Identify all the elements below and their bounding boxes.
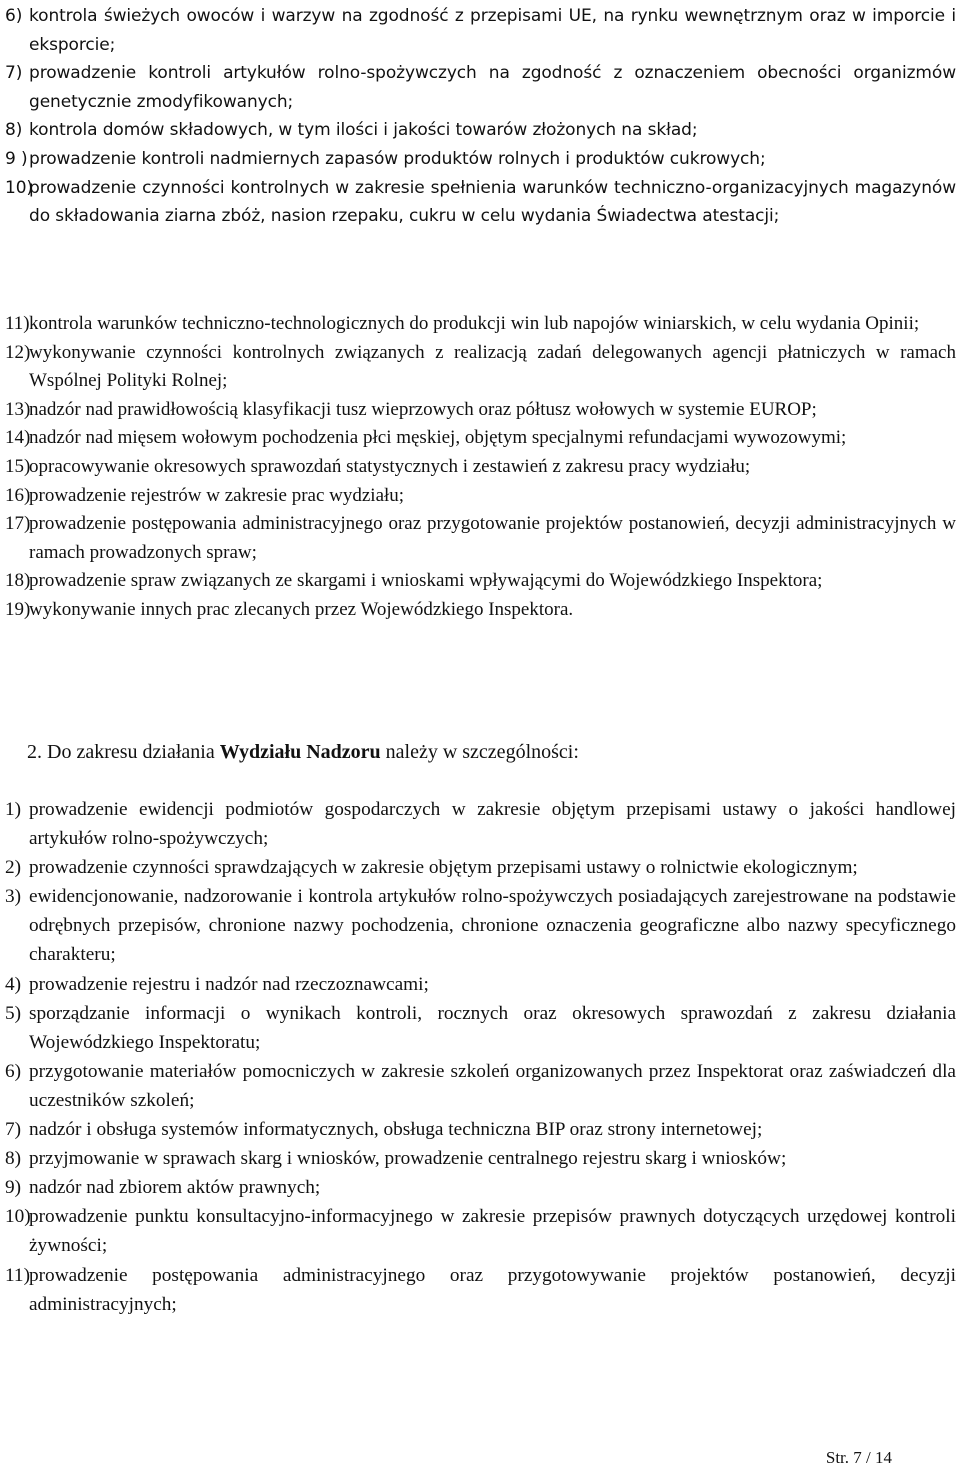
section2-heading-bold: Wydziału Nadzoru: [219, 741, 381, 763]
item-text: prowadzenie czynności kontrolnych w zakresie spełnienia warunków techniczno-organizacyjnych magazynów do składowania ziarna zbóż, nasion rzepaku, cukru w celu wydania Świadectwa atestacji;: [29, 177, 956, 227]
item-number: 8): [5, 1148, 22, 1170]
item-number: 7): [5, 63, 23, 84]
list-item: [5, 596, 956, 625]
item-text: prowadzenie rejestru i nadzór nad rzeczoznawcami;: [29, 973, 429, 995]
section2-list: [5, 795, 956, 1319]
item-number: 11): [5, 313, 30, 334]
item-number: 18): [5, 570, 31, 592]
page-number: Str. 7 / 14: [825, 1448, 892, 1467]
item-number: 2): [5, 857, 22, 879]
item-text: kontrola warunków techniczno-technologicznych do produkcji win lub napojów winiarskich, w celu wydania Opinii;: [29, 313, 920, 334]
item-number: 9): [5, 1177, 22, 1199]
item-number: 13): [5, 398, 31, 420]
item-number: 12): [5, 341, 31, 363]
item-text: nadzór nad prawidłowością klasyfikacji tusz wieprzowych oraz półtusz wołowych w systemie EUROP;: [29, 398, 817, 420]
item-number: 6): [5, 1060, 22, 1082]
item-number: 14): [5, 427, 31, 449]
list-item: [5, 1144, 956, 1173]
item-text: prowadzenie czynności sprawdzających w zakresie objętym przepisami ustawy o rolnictwie ekologicznym;: [29, 857, 858, 879]
item-text: opracowywanie okresowych sprawozdań statystycznych i zestawień z zakresu pracy wydziału;: [29, 455, 751, 477]
section1-list-top: [5, 2, 956, 231]
item-number: 17): [5, 513, 31, 535]
section1-list-continued: [5, 310, 956, 625]
item-text: prowadzenie punktu konsultacyjno-informacyjnego w zakresie przepisów prawnych dotyczących urzędowej kontroli żywności;: [29, 1206, 956, 1257]
list-item: [5, 424, 956, 453]
item-number: 3): [5, 886, 22, 908]
item-number: 7): [5, 1119, 22, 1141]
item-number: 10): [5, 1206, 31, 1228]
item-number: 8): [5, 120, 23, 141]
item-text: nadzór nad zbiorem aktów prawnych;: [29, 1177, 321, 1199]
item-text: prowadzenie postępowania administracyjnego oraz przygotowywanie projektów postanowień, decyzji administracyjnych;: [29, 1264, 956, 1315]
item-number: 6): [5, 6, 23, 26]
list-item: [5, 970, 956, 999]
list-item: [5, 1173, 956, 1202]
list-item: [5, 145, 956, 174]
list-item: [5, 59, 956, 116]
item-number: 16): [5, 484, 31, 506]
item-text: prowadzenie postępowania administracyjnego oraz przygotowanie projektów postanowień, decyzji administracyjnych w ramach prowadzonych spraw;: [29, 513, 956, 563]
item-number: 4): [5, 973, 22, 995]
list-item: [5, 2, 956, 59]
list-item: [5, 999, 956, 1057]
list-item: [5, 1202, 956, 1260]
list-item: [5, 882, 956, 969]
item-text: prowadzenie kontroli nadmiernych zapasów produktów rolnych i produktów cukrowych;: [29, 148, 766, 169]
item-text: prowadzenie ewidencji podmiotów gospodarczych w zakresie objętym przepisami ustawy o jakości handlowej artykułów rolno-spożywczych;: [29, 799, 956, 850]
list-item: [5, 853, 956, 882]
item-number: 10): [5, 177, 33, 198]
list-item: [5, 339, 956, 396]
list-item: [5, 1261, 956, 1319]
list-item: [5, 396, 956, 425]
item-number: 5): [5, 1002, 22, 1024]
list-item: [5, 453, 956, 482]
list-item: [5, 1115, 956, 1144]
item-text: kontrola domów składowych, w tym ilości i jakości towarów złożonych na skład;: [29, 120, 698, 141]
item-text: sporządzanie informacji o wynikach kontroli, rocznych oraz okresowych sprawozdań z zakresu działania Wojewódzkiego Inspektoratu;: [29, 1002, 956, 1053]
list-item: [5, 482, 956, 511]
item-number: 15): [5, 455, 31, 477]
item-text: przygotowanie materiałów pomocniczych w zakresie szkoleń organizowanych przez Inspektorat oraz zaświadczeń dla uczestników szkoleń;: [29, 1060, 956, 1111]
list-item: [5, 174, 956, 231]
item-text: przyjmowanie w sprawach skarg i wniosków, prowadzenie centralnego rejestru skarg i wniosków;: [29, 1148, 787, 1170]
item-text: wykonywanie czynności kontrolnych związanych z realizacją zadań delegowanych agencji płatniczych w ramach Wspólnej Polityki Rolnej;: [29, 341, 956, 392]
item-text: wykonywanie innych prac zlecanych przez Wojewódzkiego Inspektora.: [29, 598, 574, 620]
list-item: [5, 567, 956, 596]
section2-heading-prefix: 2. Do zakresu działania: [27, 741, 220, 763]
list-item: [5, 310, 956, 339]
item-text: nadzór nad mięsem wołowym pochodzenia płci męskiej, objętym specjalnymi refundacjami wywozowymi;: [29, 427, 847, 449]
list-item: [5, 795, 956, 853]
section2-heading-suffix: należy w szczególności:: [380, 741, 579, 763]
item-number: 19): [5, 598, 31, 620]
list-item: [5, 510, 956, 567]
item-text: prowadzenie kontroli artykułów rolno-spożywczych na zgodność z oznaczeniem obecności organizmów genetycznie zmodyfikowanych;: [29, 63, 956, 112]
section2-heading: [27, 738, 579, 766]
item-number: 1): [5, 799, 22, 820]
item-text: kontrola świeżych owoców i warzyw na zgodność z przepisami UE, na rynku wewnętrznym oraz w imporcie i eksporcie;: [29, 6, 956, 55]
list-item: [5, 116, 956, 145]
item-number: 11): [5, 1264, 30, 1286]
item-text: prowadzenie spraw związanych ze skargami i wnioskami wpływającymi do Wojewódzkiego Inspektora;: [29, 570, 823, 592]
list-item: [5, 1057, 956, 1115]
item-number: 9 ): [5, 148, 28, 169]
item-text: nadzór i obsługa systemów informatycznych, obsługa techniczna BIP oraz strony internetowej;: [29, 1119, 763, 1141]
item-text: ewidencjonowanie, nadzorowanie i kontrola artykułów rolno-spożywczych posiadających zarejestrowane na podstawie odrębnych przepisów, chronione nazwy pochodzenia, chronione oznaczenia geograficzne albo nazwy specyficznego charakteru;: [29, 886, 956, 966]
item-text: prowadzenie rejestrów w zakresie prac wydziału;: [29, 484, 405, 506]
